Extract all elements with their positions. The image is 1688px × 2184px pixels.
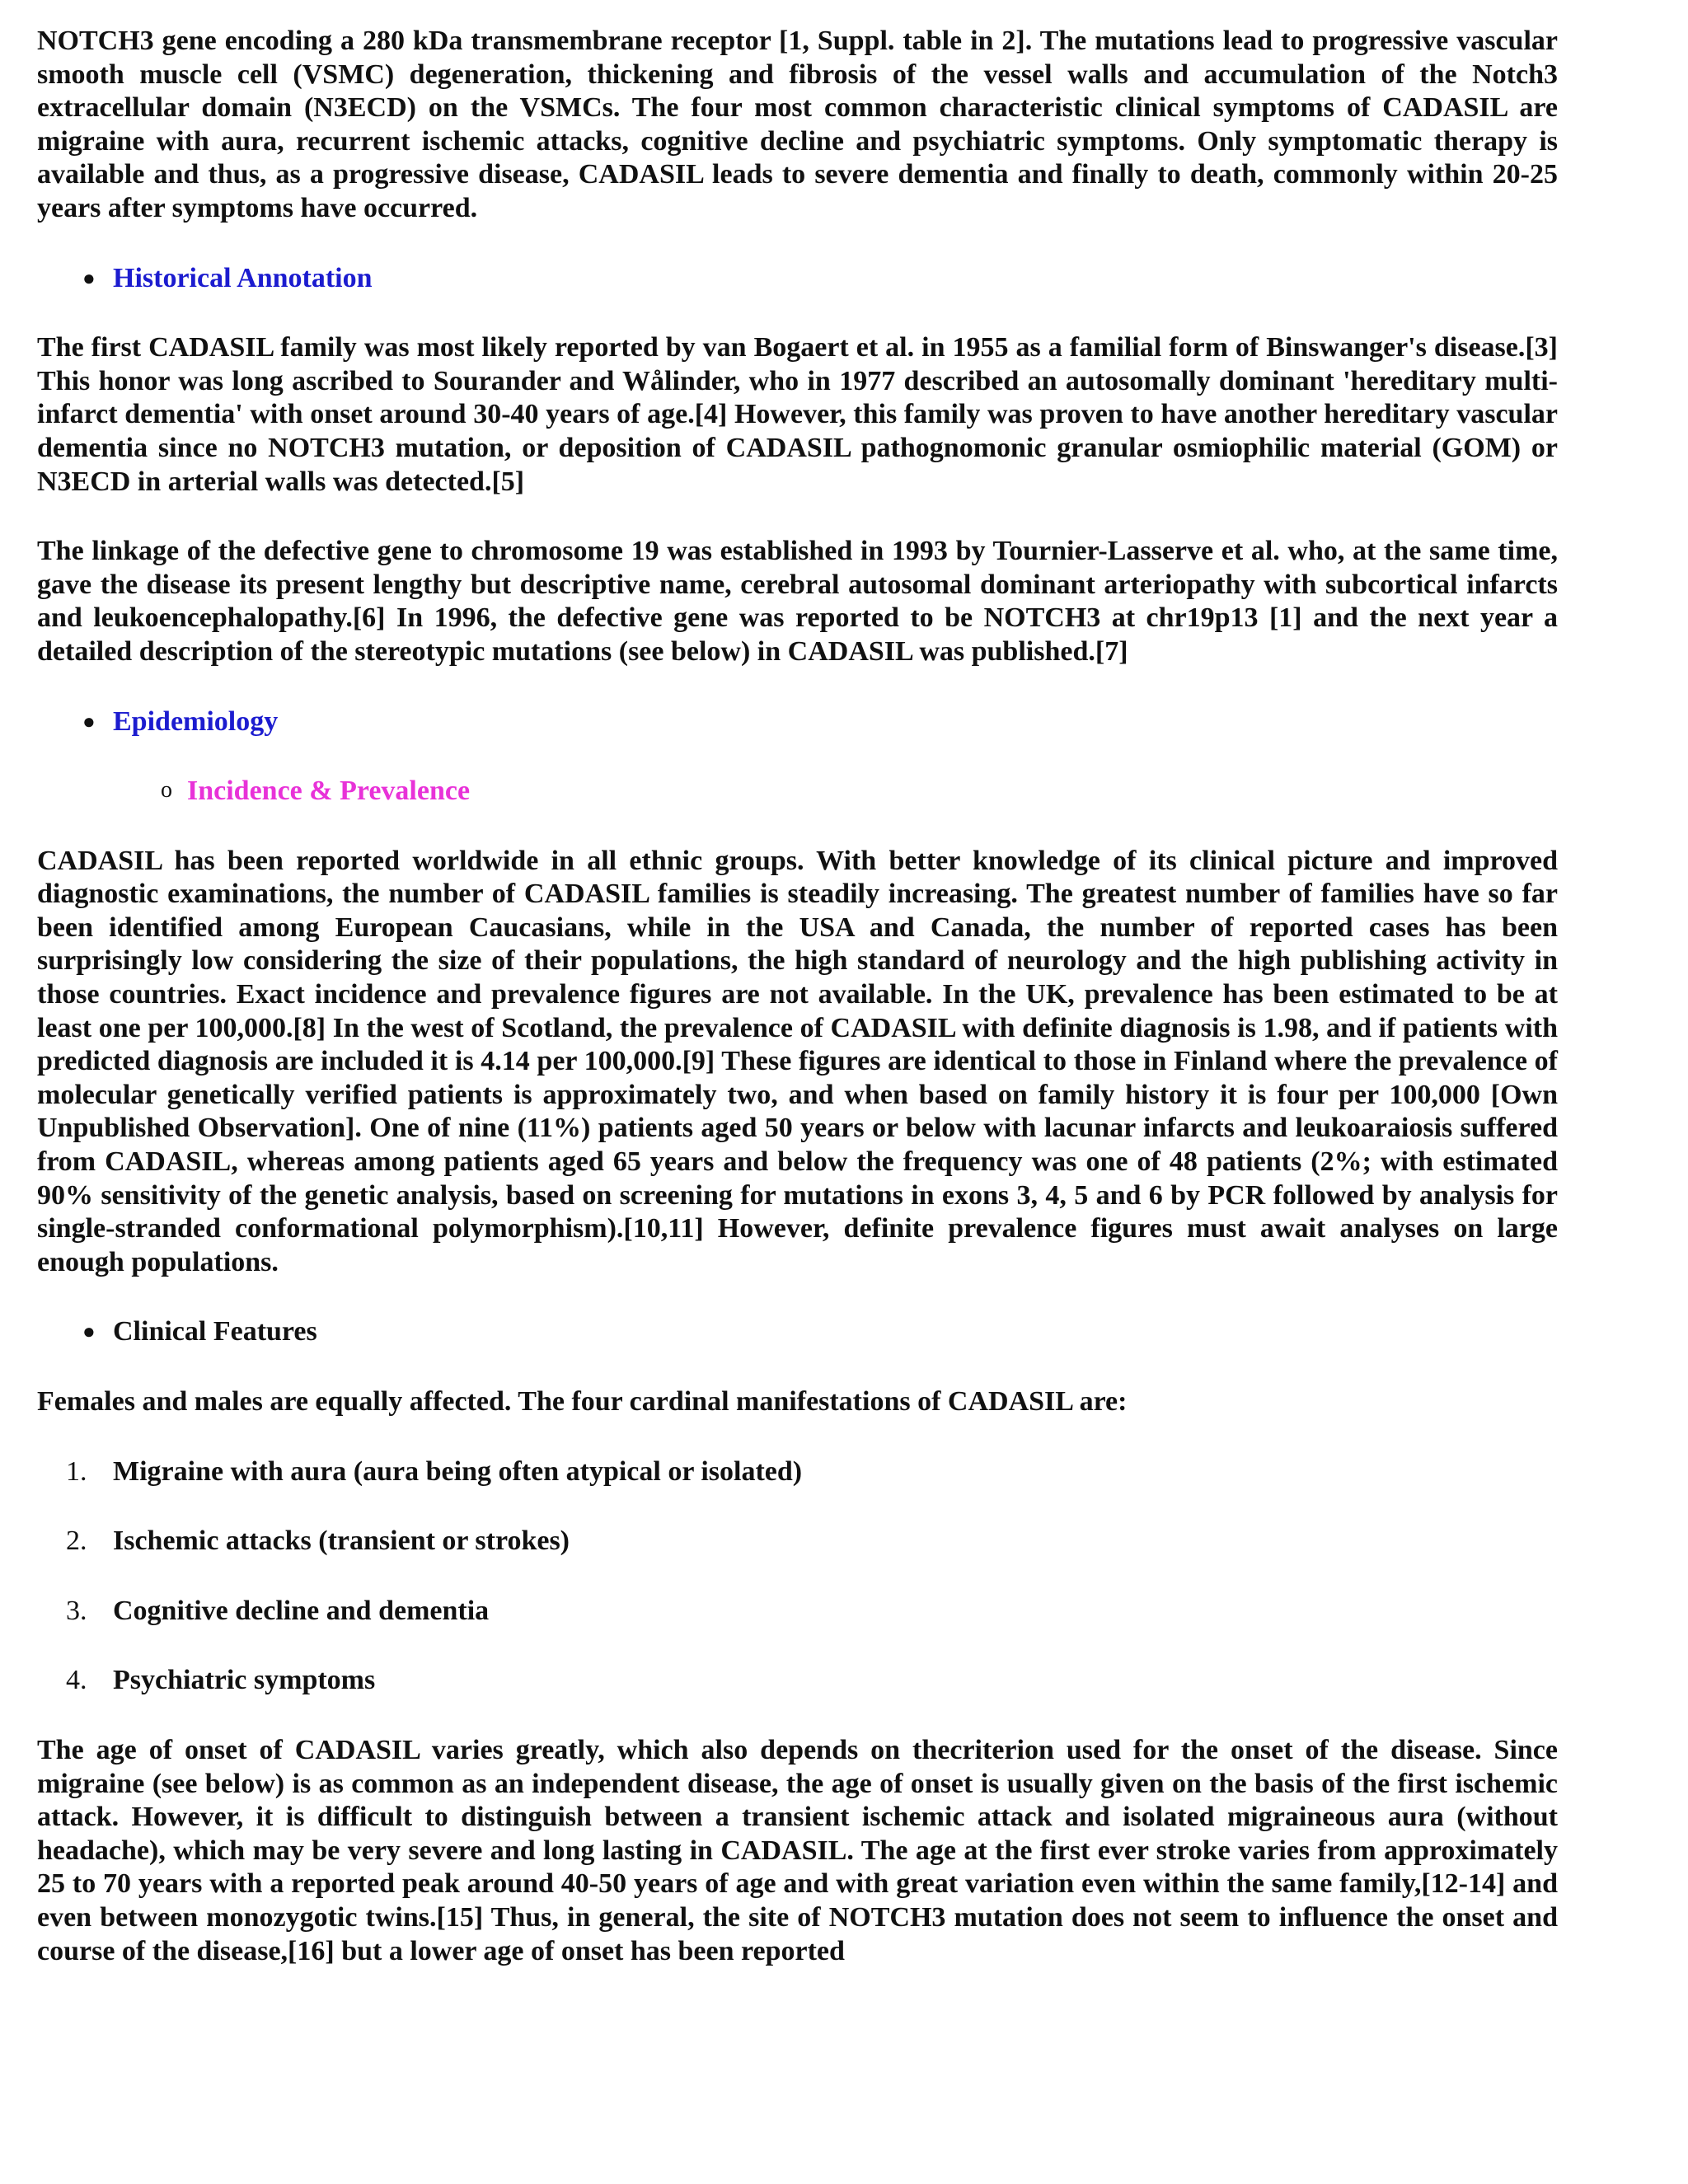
document-body [37, 25, 1558, 1968]
bullet-icon: ● [82, 1319, 96, 1344]
list-item-text: Ischemic attacks (transient or strokes) [113, 1526, 570, 1557]
clinical-intro-paragraph: Females and males are equally affected. The four cardinal manifestations of CADASIL are: [37, 1386, 1128, 1417]
list-item [37, 1595, 1558, 1629]
list-item-text: Migraine with aura (aura being often atypical or isolated) [113, 1455, 803, 1487]
list-item-text: Psychiatric symptoms [113, 1665, 376, 1696]
epidemiology-link[interactable]: Epidemiology [113, 705, 279, 737]
list-item [37, 1455, 1558, 1489]
list-number: 4. [66, 1665, 87, 1696]
list-number: 3. [66, 1595, 87, 1626]
section-clinical-features [37, 1315, 1558, 1349]
section-historical-annotation [37, 262, 1558, 296]
list-item [37, 1664, 1558, 1698]
historical-annotation-link[interactable]: Historical Annotation [113, 262, 373, 293]
section-incidence-prevalence [37, 775, 1558, 808]
list-number: 1. [66, 1455, 87, 1487]
onset-paragraph: The age of onset of CADASIL varies greatly, which also depends on thecriterion used for the onset of the disease. Since migraine (see below) is as common as an independent disease, the age of onset is usually given on the basis of the first ischemic attack. However, it is difficult to distinguish between a transient ischemic attack and isolated migraineous aura (without headache), which may be very severe and long lasting in CADASIL. The age at the first ever stroke varies from approximately 25 to 70 years with a reported peak around 40-50 years of age and with great variation even within the same family,[12-14] and even between monozygotic twins.[15] Thus, in general, the site of NOTCH3 mutation does not seem to influence the onset and course of the disease,[16] but a lower age of onset has been reported [37, 1734, 1558, 1966]
intro-paragraph: NOTCH3 gene encoding a 280 kDa transmembrane receptor [1, Suppl. table in 2]. The mutations lead to progressive vascular smooth muscle cell (VSMC) degeneration, thickening and fibrosis of the vessel walls and accumulation of the Notch3 extracellular domain (N3ECD) on the VSMCs. The four most common characteristic clinical symptoms of CADASIL are migraine with aura, recurrent ischemic attacks, cognitive decline and psychiatric symptoms. Only symptomatic therapy is available and thus, as a progressive disease, CADASIL leads to severe dementia and finally to death, commonly within 20-25 years after symptoms have occurred. [37, 26, 1558, 223]
section-epidemiology [37, 705, 1558, 739]
bullet-icon: ● [82, 265, 96, 290]
list-item [37, 1525, 1558, 1558]
incidence-prevalence-link[interactable]: Incidence & Prevalence [187, 776, 471, 807]
list-item-text: Cognitive decline and dementia [113, 1595, 490, 1626]
clinical-features-heading: Clinical Features [113, 1316, 317, 1347]
circle-bullet-icon: o [161, 777, 172, 804]
bullet-icon: ● [82, 709, 96, 733]
prevalence-paragraph: CADASIL has been reported worldwide in all ethnic groups. With better knowledge of its clinical picture and improved diagnostic examinations, the number of CADASIL families is steadily increasing. The greatest number of families have so far been identified among European Caucasians, while in the USA and Canada, the number of reported cases has been surprisingly low considering the size of their populations, the high standard of neurology and the high publishing activity in those countries. Exact incidence and prevalence figures are not available. In the UK, prevalence has been estimated to be at least one per 100,000.[8] In the west of Scotland, the prevalence of CADASIL with definite diagnosis is 1.98, and if patients with predicted diagnosis are included it is 4.14 per 100,000.[9] These figures are identical to those in Finland where the prevalence of molecular genetically verified patients is approximately two, and when based on family history it is four per 100,000 [Own Unpublished Observation]. One of nine (11%) patients aged 50 years or below with lacunar infarcts and leukoaraiosis suffered from CADASIL, whereas among patients aged 65 years and below the frequency was one of 48 patients (2%; with estimated 90% sensitivity of the genetic analysis, based on screening for mutations in exons 3, 4, 5 and 6 by PCR followed by analysis for single-stranded conformational polymorphism).[10,11] However, definite prevalence figures must await analyses on large enough populations. [37, 845, 1558, 1277]
history-paragraph-2: The linkage of the defective gene to chromosome 19 was established in 1993 by Tournier-Lasserve et al. who, at the same time, gave the disease its present lengthy but descriptive name, cerebral autosomal dominant arteriopathy with subcortical infarcts and leukoencephalopathy.[6] In 1996, the defective gene was reported to be NOTCH3 at chr19p13 [1] and the next year a detailed description of the stereotypic mutations (see below) in CADASIL was published.[7] [37, 536, 1558, 667]
history-paragraph-1: The first CADASIL family was most likely reported by van Bogaert et al. in 1955 as a familial form of Binswanger's disease.[3] This honor was long ascribed to Sourander and Wålinder, who in 1977 described an autosomally dominant 'hereditary multi-infarct dementia' with onset around 30-40 years of age.[4] However, this family was proven to have another hereditary vascular dementia since no NOTCH3 mutation, or deposition of CADASIL pathognomonic granular osmiophilic material (GOM) or N3ECD in arterial walls was detected.[5] [37, 332, 1558, 497]
list-number: 2. [66, 1526, 87, 1557]
